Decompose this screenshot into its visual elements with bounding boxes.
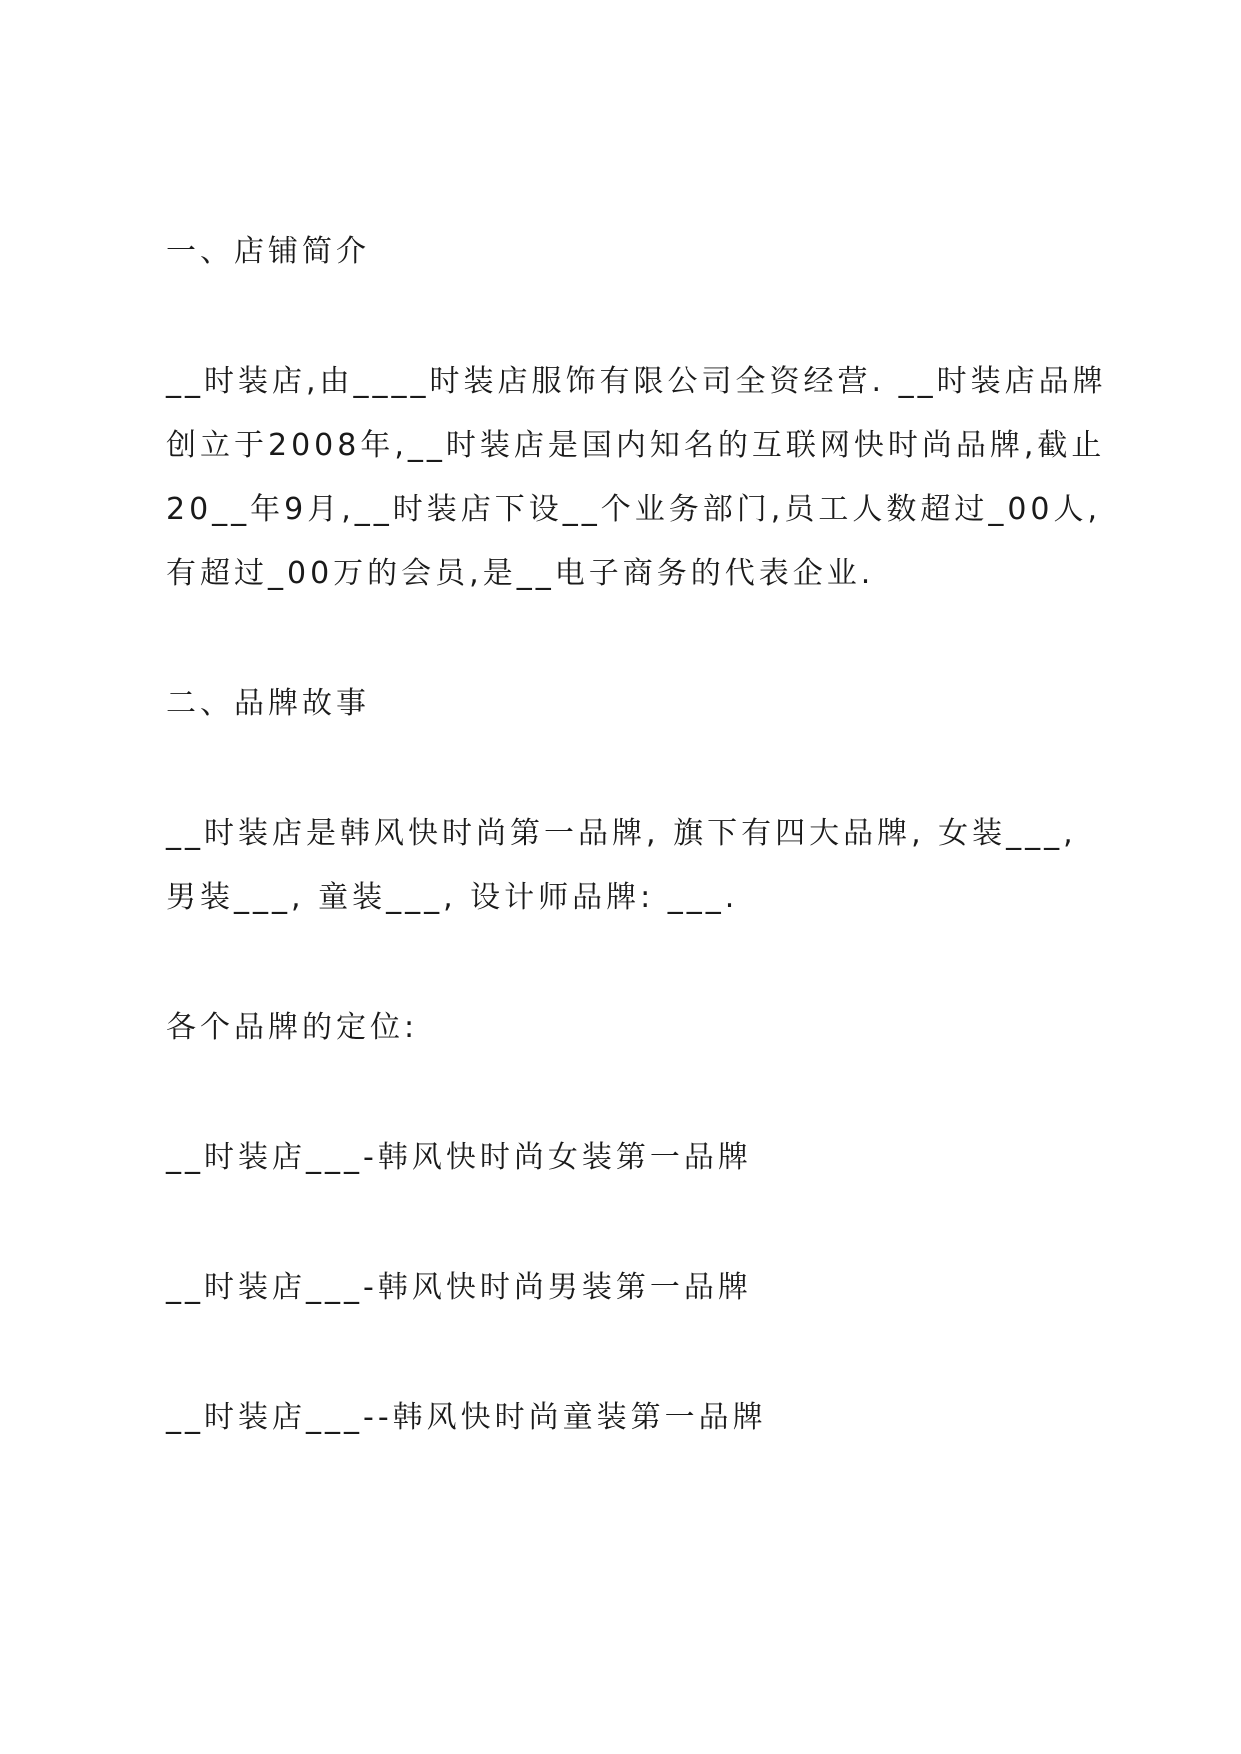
positioning-item-kids: __时装店___--韩风快时尚童装第一品牌 [166,1400,767,1435]
section1-line-4: 有超过_00万的会员,是__电子商务的代表企业. [166,556,875,591]
section1-heading: 一、店铺简介 [166,234,370,269]
section2-line-1: __时装店是韩风快时尚第一品牌, 旗下有四大品牌, 女装___, [166,816,1077,851]
section1-line-2: 创立于2008年,__时装店是国内知名的互联网快时尚品牌,截止 [166,428,1106,463]
positioning-label: 各个品牌的定位: [166,1010,419,1045]
section2-line-2: 男装___, 童装___, 设计师品牌: ___. [166,880,739,915]
positioning-item-womens: __时装店___-韩风快时尚女装第一品牌 [166,1140,752,1175]
section2-heading: 二、品牌故事 [166,686,370,721]
positioning-item-mens: __时装店___-韩风快时尚男装第一品牌 [166,1270,752,1305]
section1-line-3: 20__年9月,__时装店下设__个业务部门,员工人数超过_00人, [166,492,1102,527]
section1-line-1: __时装店,由____时装店服饰有限公司全资经营. __时装店品牌 [166,364,1107,399]
